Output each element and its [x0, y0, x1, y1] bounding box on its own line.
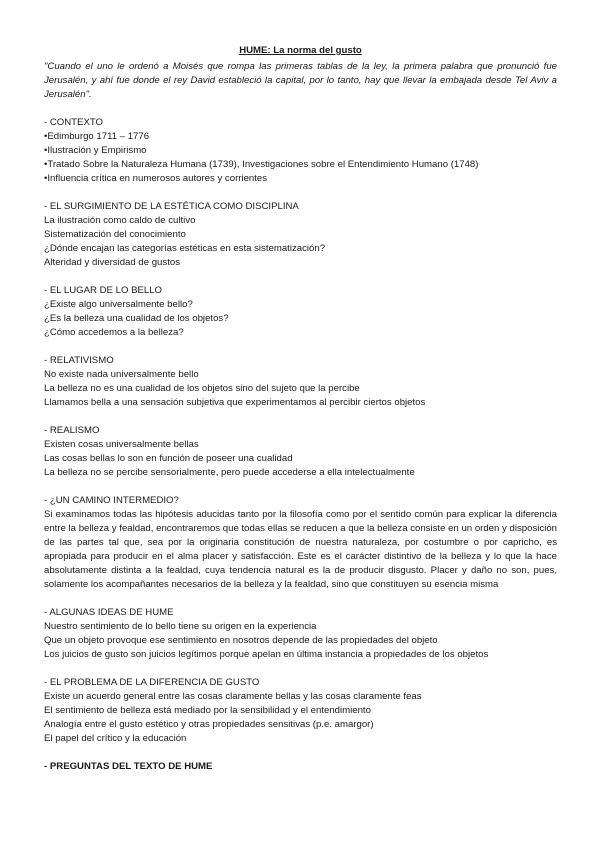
- opening-quote: "Cuando el uno le ordenó a Moisés que rompa las primeras tablas de la ley, la primera palabra que pronunció fue Jerusalén, y ahí fue donde el rey David estableció la capital, por lo tanto, hay que llevar la embajada desde Tel Aviv a Jerusalén".: [44, 61, 557, 100]
- list-item: •Edimburgo 1711 – 1776: [44, 131, 150, 142]
- section-preguntas: [44, 760, 557, 774]
- list-item: Sistematización del conocimiento: [44, 229, 186, 240]
- list-item: Las cosas bellas lo son en función de poseer una cualidad: [44, 453, 293, 464]
- section-ideas-hume: [44, 606, 557, 662]
- list-item: ¿Cómo accedemos a la belleza?: [44, 327, 184, 338]
- section-heading: - REALISMO: [44, 425, 100, 436]
- section-heading: - PREGUNTAS DEL TEXTO DE HUME: [44, 761, 213, 772]
- section-realismo: [44, 424, 557, 480]
- list-item: Que un objeto provoque ese sentimiento en nosotros depende de las propiedades del objeto: [44, 635, 438, 646]
- section-heading: - ¿UN CAMINO INTERMEDIO?: [44, 495, 179, 506]
- list-item: Llamamos bella a una sensación subjetiva que experimentamos al percibir ciertos objetos: [44, 397, 426, 408]
- list-item: El papel del crítico y la educación: [44, 733, 187, 744]
- list-item: Analogía entre el gusto estético y otras propiedades sensitivas (p.e. amargor): [44, 719, 374, 730]
- list-item: •Ilustración y Empirismo: [44, 145, 147, 156]
- section-heading: - EL PROBLEMA DE LA DIFERENCIA DE GUSTO: [44, 677, 260, 688]
- section-heading: - EL SURGIMIENTO DE LA ESTÉTICA COMO DISCIPLINA: [44, 201, 299, 212]
- section-relativismo: [44, 354, 557, 410]
- section-heading: - CONTEXTO: [44, 117, 103, 128]
- section-bello: [44, 284, 557, 340]
- list-item: ¿Existe algo universalmente bello?: [44, 299, 193, 310]
- section-heading: - ALGUNAS IDEAS DE HUME: [44, 607, 174, 618]
- list-item: ¿Es la belleza una cualidad de los objetos?: [44, 313, 229, 324]
- section-estetica: [44, 200, 557, 270]
- list-item: •Influencia crítica en numerosos autores y corrientes: [44, 173, 268, 184]
- list-item: No existe nada universalmente bello: [44, 369, 199, 380]
- paragraph: Si examinamos todas las hipótesis aducidas tanto por la filosofía como por el sentido común para explicar la diferencia entre la belleza y fealdad, encontraremos que todas ellas se reducen a que la belleza consiste en un orden y disposición de las partes tal que, sea por la originaria constitución de nuestra naturaleza, por costumbre o por capricho, es apropiada para producir en el alma placer y satisfacción. Este es el carácter distintivo de la belleza y lo que la hace absolutamente distinta a la fealdad, cuya tendencia natural es la de producir disgusto. Placer y daño no son, pues, solamente los acompañantes necesarios de la belleza y la fealdad, sino que constituyen su esencia misma: [44, 509, 557, 590]
- section-camino-intermedio: [44, 494, 557, 592]
- section-problema-gusto: [44, 676, 557, 746]
- section-heading: - RELATIVISMO: [44, 355, 114, 366]
- list-item: Nuestro sentimiento de lo bello tiene su origen en la experiencia: [44, 621, 317, 632]
- section-contexto: [44, 116, 557, 186]
- list-item: •Tratado Sobre la Naturaleza Humana (1739), Investigaciones sobre el Entendimiento Humano (1748): [44, 159, 479, 170]
- list-item: Existen cosas universalmente bellas: [44, 439, 199, 450]
- list-item: La belleza no se percibe sensorialmente, pero puede accederse a ella intelectualmente: [44, 467, 415, 478]
- section-heading: - EL LUGAR DE LO BELLO: [44, 285, 163, 296]
- list-item: La ilustración como caldo de cultivo: [44, 215, 196, 226]
- list-item: Los juicios de gusto son juicios legítimos porque apelan en última instancia a propiedades de los objetos: [44, 649, 489, 660]
- list-item: Alteridad y diversidad de gustos: [44, 257, 180, 268]
- list-item: La belleza no es una cualidad de los objetos sino del sujeto que la percibe: [44, 383, 360, 394]
- list-item: El sentimiento de belleza está mediado por la sensibilidad y el entendimiento: [44, 705, 371, 716]
- document-title: HUME: La norma del gusto: [239, 45, 362, 56]
- list-item: Existe un acuerdo general entre las cosas claramente bellas y las cosas claramente feas: [44, 691, 422, 702]
- list-item: ¿Dónde encajan las categorías estéticas en esta sistematización?: [44, 243, 326, 254]
